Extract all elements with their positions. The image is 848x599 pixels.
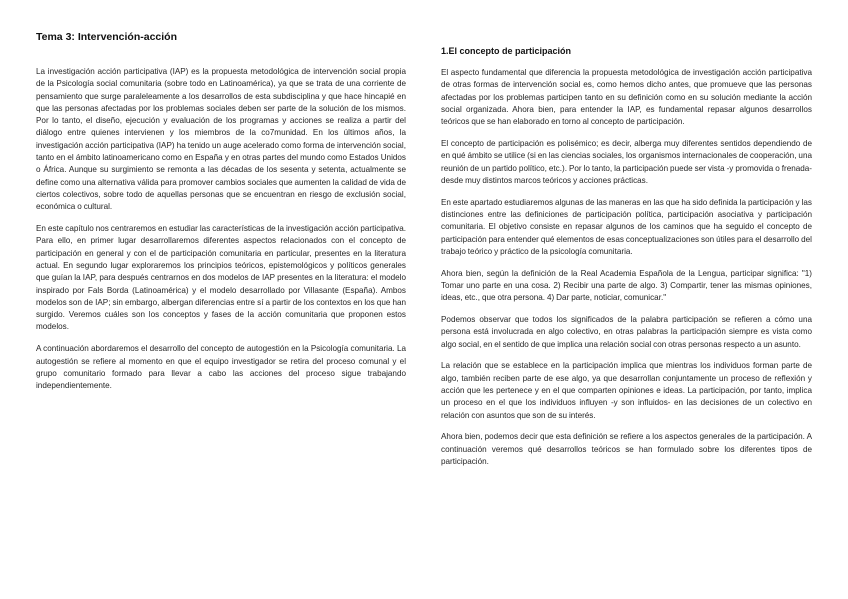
right-paragraph-7: Ahora bien, podemos decir que esta definición se refiere a los aspectos generales de la participación. A continuación veremos qué desarrollos teóricos se han formulado sobre los diferentes tipos de participación.	[441, 432, 812, 467]
right-paragraph-2: El concepto de participación es polisémico; es decir, alberga muy diferentes sentidos dependiendo de en qué ámbito se utilice (si en las ciencias sociales, los organismos internacionales de cooperación, una reunión de un partido político, etc.). Por lo tanto, la participación puede ser vista -y promovida o frenada- desde muy distintos marcos teóricos y acciones prácticas.	[441, 138, 812, 185]
right-paragraph-6: La relación que se establece en la participación implica que mientras los individuos forman parte de algo, también reciben parte de ese algo, ya que desarrollan conjuntamente un proceso de reflexión y acción que les pertenece y en el que comparten opiniones e ideas. La participación, por tanto, implica un proceso en el que los individuos influyen -y son influidos- en las decisiones de un colectivo en relación con asuntos que son de su interés.	[441, 361, 812, 420]
left-paragraph-3: A continuación abordaremos el desarrollo del concepto de autogestión en la Psicología comunitaria. La autogestión se refiere al momento en que el equipo investigador se retira del proceso comunal y el grupo comunitario formado para llevar a cabo las acciones del proceso sigue trabajando independientemente.	[36, 344, 406, 391]
right-paragraph-1: El aspecto fundamental que diferencia la propuesta metodológica de investigación acción participativa de otras formas de intervención social es, como hemos dicho antes, que promueve que las personas afectadas por los problemas participen tanto en su definición como en su solución mediante la acción social organizada. Ahora bien, para entender la IAP, es fundamental repasar algunos desarrollos teóricos que se han elaborado en torno al concepto de participación.	[441, 68, 812, 127]
left-paragraph-1: La investigación acción participativa (IAP) es la propuesta metodológica de intervención social propia de la Psicología social comunitaria (sobre todo en Latinoamérica), ya que se trata de una corriente de pensamiento que surge paraleleamente a los desarrollos de esta subdisciplina y que hace hincapié en que las personas afectadas por los problemas sociales deben ser parte de la solución de los mismos. Por lo tanto, el diseño, ejecución y evaluación de los programas y acciones se realiza a partir del diálogo entre quienes intervienen y los miembros de la co7munidad. En los últimos años, la investigación acción participativa (IAP) ha tenido un auge acelerado como forma de intervención social, tanto en el ámbito latinoamericano como en España y en otras partes del mundo como Estados Unidos o África. Aunque su surgimiento se remonta a las décadas de los sesenta y setenta, actualmente se define como una alternativa válida para promover cambios sociales que aumenten la calidad de vida de ciertos colectivos, sobre todo de aquellas personas que se encuentran en riesgo de exclusión social, económica o cultural.	[36, 67, 406, 212]
right-paragraph-3: En este apartado estudiaremos algunas de las maneras en las que ha sido definida la participación y las distinciones entre las definiciones de participación política, participación asociativa y participación comunitaria. El objetivo consiste en repasar algunos de los caminos que ha seguido el concepto de participación para entender qué elementos de esas conceptualizaciones son útiles para el desarrollo del trabajo teórico y práctico de la psicología comunitaria.	[441, 197, 812, 256]
page-title: Tema 3: Intervención-acción	[36, 31, 178, 43]
section-heading: 1.El concepto de participación	[441, 46, 572, 56]
right-paragraph-4: Ahora bien, según la definición de la Real Academia Española de la Lengua, participar significa: "1) Tomar uno parte en una cosa. 2) Recibir una parte de algo. 3) Compartir, tener las mismas opiniones, ideas, etc., que otra persona. 4) Dar parte, noticiar, comunicar."	[441, 268, 812, 303]
left-body	[36, 66, 406, 402]
right-paragraph-5: Podemos observar que todos los significados de la palabra participación se refieren a cómo una persona está involucrada en algo colectivo, en otras palabras la participación siempre es vista como algo social, en el sentido de que implica una relación social con otras personas respecto a un asunto.	[441, 315, 812, 349]
left-paragraph-2: En este capítulo nos centraremos en estudiar las características de la investigación acción participativa. Para ello, en primer lugar desarrollaremos diferentes aspectos relacionados con el concepto de participación en general y con el de participación comunitaria en particular, presentes en la literatura actual. En segundo lugar exploraremos los principios teóricos, epistemológicos y políticos generales que guían la IAP, para después centrarnos en dos modelos de IAP presentes en la literatura: el modelo inspirado por Fals Borda (Latinoamérica) y el modelo desarrollado por Villasante (España). Ambos modelos son de IAP; sin embargo, albergan diferencias entre sí a partir de los contextos en los que han surgido. Veremos cuáles son los conceptos y fases de la acción comunitaria que proponen estos modelos.	[36, 224, 406, 332]
right-body	[441, 67, 812, 478]
